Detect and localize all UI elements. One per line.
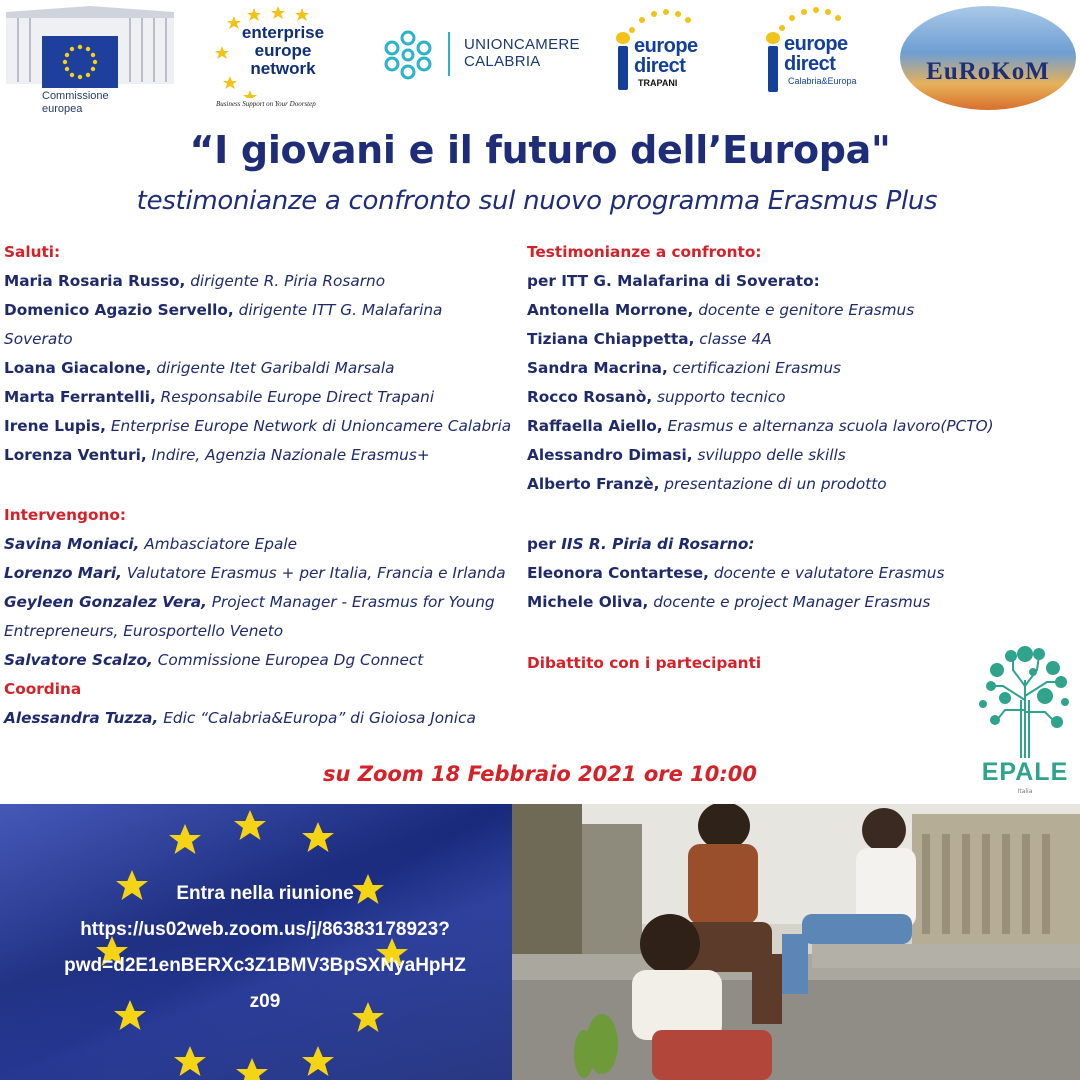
participant-role: Erasmus e alternanza scuola lavoro(PCTO) — [662, 417, 994, 435]
participant-role: classe 4A — [694, 330, 772, 348]
ed-calabria-line2: direct — [784, 53, 836, 75]
epale-small: Italia — [1017, 788, 1033, 795]
commission-line2: europea — [42, 103, 83, 115]
participant-role: supporto tecnico — [652, 388, 786, 406]
participant-row — [4, 559, 512, 588]
eurokom-text: EuRoKoM — [926, 58, 1050, 85]
join-meeting-block — [20, 876, 510, 1020]
ed-trapani-line2: direct — [634, 55, 686, 77]
program-right-column — [527, 238, 1067, 678]
participant-name: Michele Oliva, — [527, 593, 649, 611]
participant-name: Domenico Agazio Servello, — [4, 301, 234, 319]
een-tagline: Business Support on Your Doorstep — [216, 100, 316, 108]
participant-role: Enterprise Europe Network di Unioncamere Calabria — [105, 417, 512, 435]
participant-role: Responsabile Europe Direct Trapani — [155, 388, 435, 406]
participant-row — [527, 296, 1067, 325]
group2-school: IIS R. Piria di Rosarno: — [561, 535, 755, 553]
participant-row — [4, 617, 512, 646]
participant-name: Alessandra Tuzza, — [4, 709, 159, 727]
eu-flag-icon — [42, 36, 118, 88]
participant-role: docente e valutatore Erasmus — [708, 564, 945, 582]
participant-role: Edic “Calabria&Europa” di Gioiosa Jonica — [158, 709, 476, 727]
participant-name: Rocco Rosanò, — [527, 388, 653, 406]
participant-name: Savina Moniaci, — [4, 535, 140, 553]
eu-flag-panel — [0, 804, 512, 1080]
europe-direct-calabria-logo — [760, 4, 872, 106]
participant-row — [527, 412, 1067, 441]
participant-row — [527, 383, 1067, 412]
participant-row — [527, 588, 1067, 617]
enterprise-europe-network-logo — [210, 4, 350, 114]
participant-name: Antonella Morrone, — [527, 301, 694, 319]
join-link-line3[interactable]: z09 — [249, 991, 281, 1012]
participant-role: Commissione Europea Dg Connect — [152, 651, 424, 669]
participant-role: Entrepreneurs, Eurosportello Veneto — [4, 622, 284, 640]
participant-name: Tiziana Chiappetta, — [527, 330, 695, 348]
europe-direct-trapani-logo — [612, 6, 712, 106]
program-left-column — [4, 238, 512, 733]
participant-row — [4, 530, 512, 559]
participant-role: docente e genitore Erasmus — [693, 301, 915, 319]
european-commission-logo — [6, 6, 174, 116]
participant-row — [4, 296, 512, 325]
participant-role: dirigente ITT G. Malafarina — [233, 301, 443, 319]
intervengono-heading: Intervengono: — [4, 506, 127, 524]
commission-line1: Commissione — [42, 90, 109, 102]
participant-role: docente e project Manager Erasmus — [648, 593, 931, 611]
participant-row — [527, 354, 1067, 383]
intervengono-list — [4, 530, 512, 675]
participant-role: dirigente R. Piria Rosarno — [185, 272, 386, 290]
participant-row — [4, 704, 512, 733]
participant-name: Alessandro Dimasi, — [527, 446, 693, 464]
participant-row — [4, 383, 512, 412]
participant-name: Maria Rosaria Russo, — [4, 272, 186, 290]
participant-role: Soverato — [4, 330, 73, 348]
participant-row — [4, 588, 512, 617]
unioncamere-line2: CALABRIA — [464, 53, 541, 70]
participant-row — [4, 646, 512, 675]
participant-row — [4, 354, 512, 383]
dibattito-label: Dibattito con i partecipanti — [527, 654, 762, 672]
participant-row — [4, 325, 512, 354]
unioncamere-line1: UNIONCAMERE — [464, 36, 580, 53]
epale-word: EPALE — [981, 758, 1069, 786]
star-arc-icon — [612, 6, 712, 36]
participant-row — [527, 325, 1067, 354]
students-photo — [512, 804, 1080, 1080]
participant-name: Eleonora Contartese, — [527, 564, 709, 582]
tree-icon — [975, 640, 1075, 758]
participant-name: Sandra Macrina, — [527, 359, 668, 377]
ed-trapani-sub: TRAPANI — [638, 78, 678, 88]
unioncamere-logo — [380, 28, 595, 88]
participant-name: Lorenza Venturi, — [4, 446, 147, 464]
participant-role: Indire, Agenzia Nazionale Erasmus+ — [146, 446, 430, 464]
group1-heading: per ITT G. Malafarina di Soverato: — [527, 272, 820, 290]
page-subtitle: testimonianze a confronto sul nuovo programma Erasmus Plus — [136, 186, 938, 216]
participant-row — [4, 412, 512, 441]
participant-role: certificazioni Erasmus — [667, 359, 841, 377]
participant-name: Raffaella Aiello, — [527, 417, 663, 435]
unioncamere-mark-icon — [380, 28, 436, 80]
testimonianze-list-2 — [527, 559, 1067, 617]
coordina-heading: Coordina — [4, 680, 82, 698]
saluti-list — [4, 267, 512, 470]
eurokom-logo — [900, 6, 1076, 110]
coordina-list — [4, 704, 512, 733]
ed-calabria-line1: europe — [784, 33, 848, 55]
participant-row — [4, 441, 512, 470]
participant-name: Irene Lupis, — [4, 417, 106, 435]
ed-calabria-sub: Calabria&Europa — [788, 76, 857, 86]
participant-role: Valutatore Erasmus + per Italia, Francia e Irlanda — [121, 564, 506, 582]
participant-role: Ambasciatore Epale — [139, 535, 298, 553]
star-arc-icon — [760, 4, 872, 34]
join-link-line1[interactable]: https://us02web.zoom.us/j/86383178923? — [80, 919, 450, 940]
page-title: “I giovani e il futuro dell’Europa" — [189, 128, 891, 172]
group2-heading — [527, 530, 1067, 559]
ed-trapani-line1: europe — [634, 35, 698, 57]
join-link-line2[interactable]: pwd=d2E1enBERXc3Z1BMV3BpSXNyaHpHZ — [64, 955, 466, 976]
participant-role: presentazione di un prodotto — [659, 475, 887, 493]
een-line1: enterprise — [241, 23, 325, 42]
logo-strip — [0, 0, 1080, 120]
participant-name: Alberto Franzè, — [527, 475, 660, 493]
participant-role: sviluppo delle skills — [692, 446, 846, 464]
saluti-heading: Saluti: — [4, 243, 61, 261]
participant-role: dirigente Itet Garibaldi Marsala — [151, 359, 395, 377]
testimonianze-heading: Testimonianze a confronto: — [527, 243, 762, 261]
participant-role: Project Manager - Erasmus for Young — [206, 593, 495, 611]
een-line2: europe — [254, 41, 312, 60]
participant-name: Geyleen Gonzalez Vera, — [4, 593, 207, 611]
een-line3: network — [250, 59, 316, 78]
event-datetime: su Zoom 18 Febbraio 2021 ore 10:00 — [323, 762, 757, 786]
participant-name: Marta Ferrantelli, — [4, 388, 156, 406]
participant-row — [527, 470, 1067, 499]
join-label: Entra nella riunione — [176, 883, 354, 904]
testimonianze-list-1 — [527, 296, 1067, 499]
participant-row — [4, 267, 512, 296]
participant-name: Loana Giacalone, — [4, 359, 152, 377]
students-image — [512, 804, 1080, 1080]
participant-name: Lorenzo Mari, — [4, 564, 122, 582]
group2-prefix: per — [527, 535, 562, 553]
participant-name: Salvatore Scalzo, — [4, 651, 153, 669]
participant-row — [527, 559, 1067, 588]
participant-row — [527, 441, 1067, 470]
